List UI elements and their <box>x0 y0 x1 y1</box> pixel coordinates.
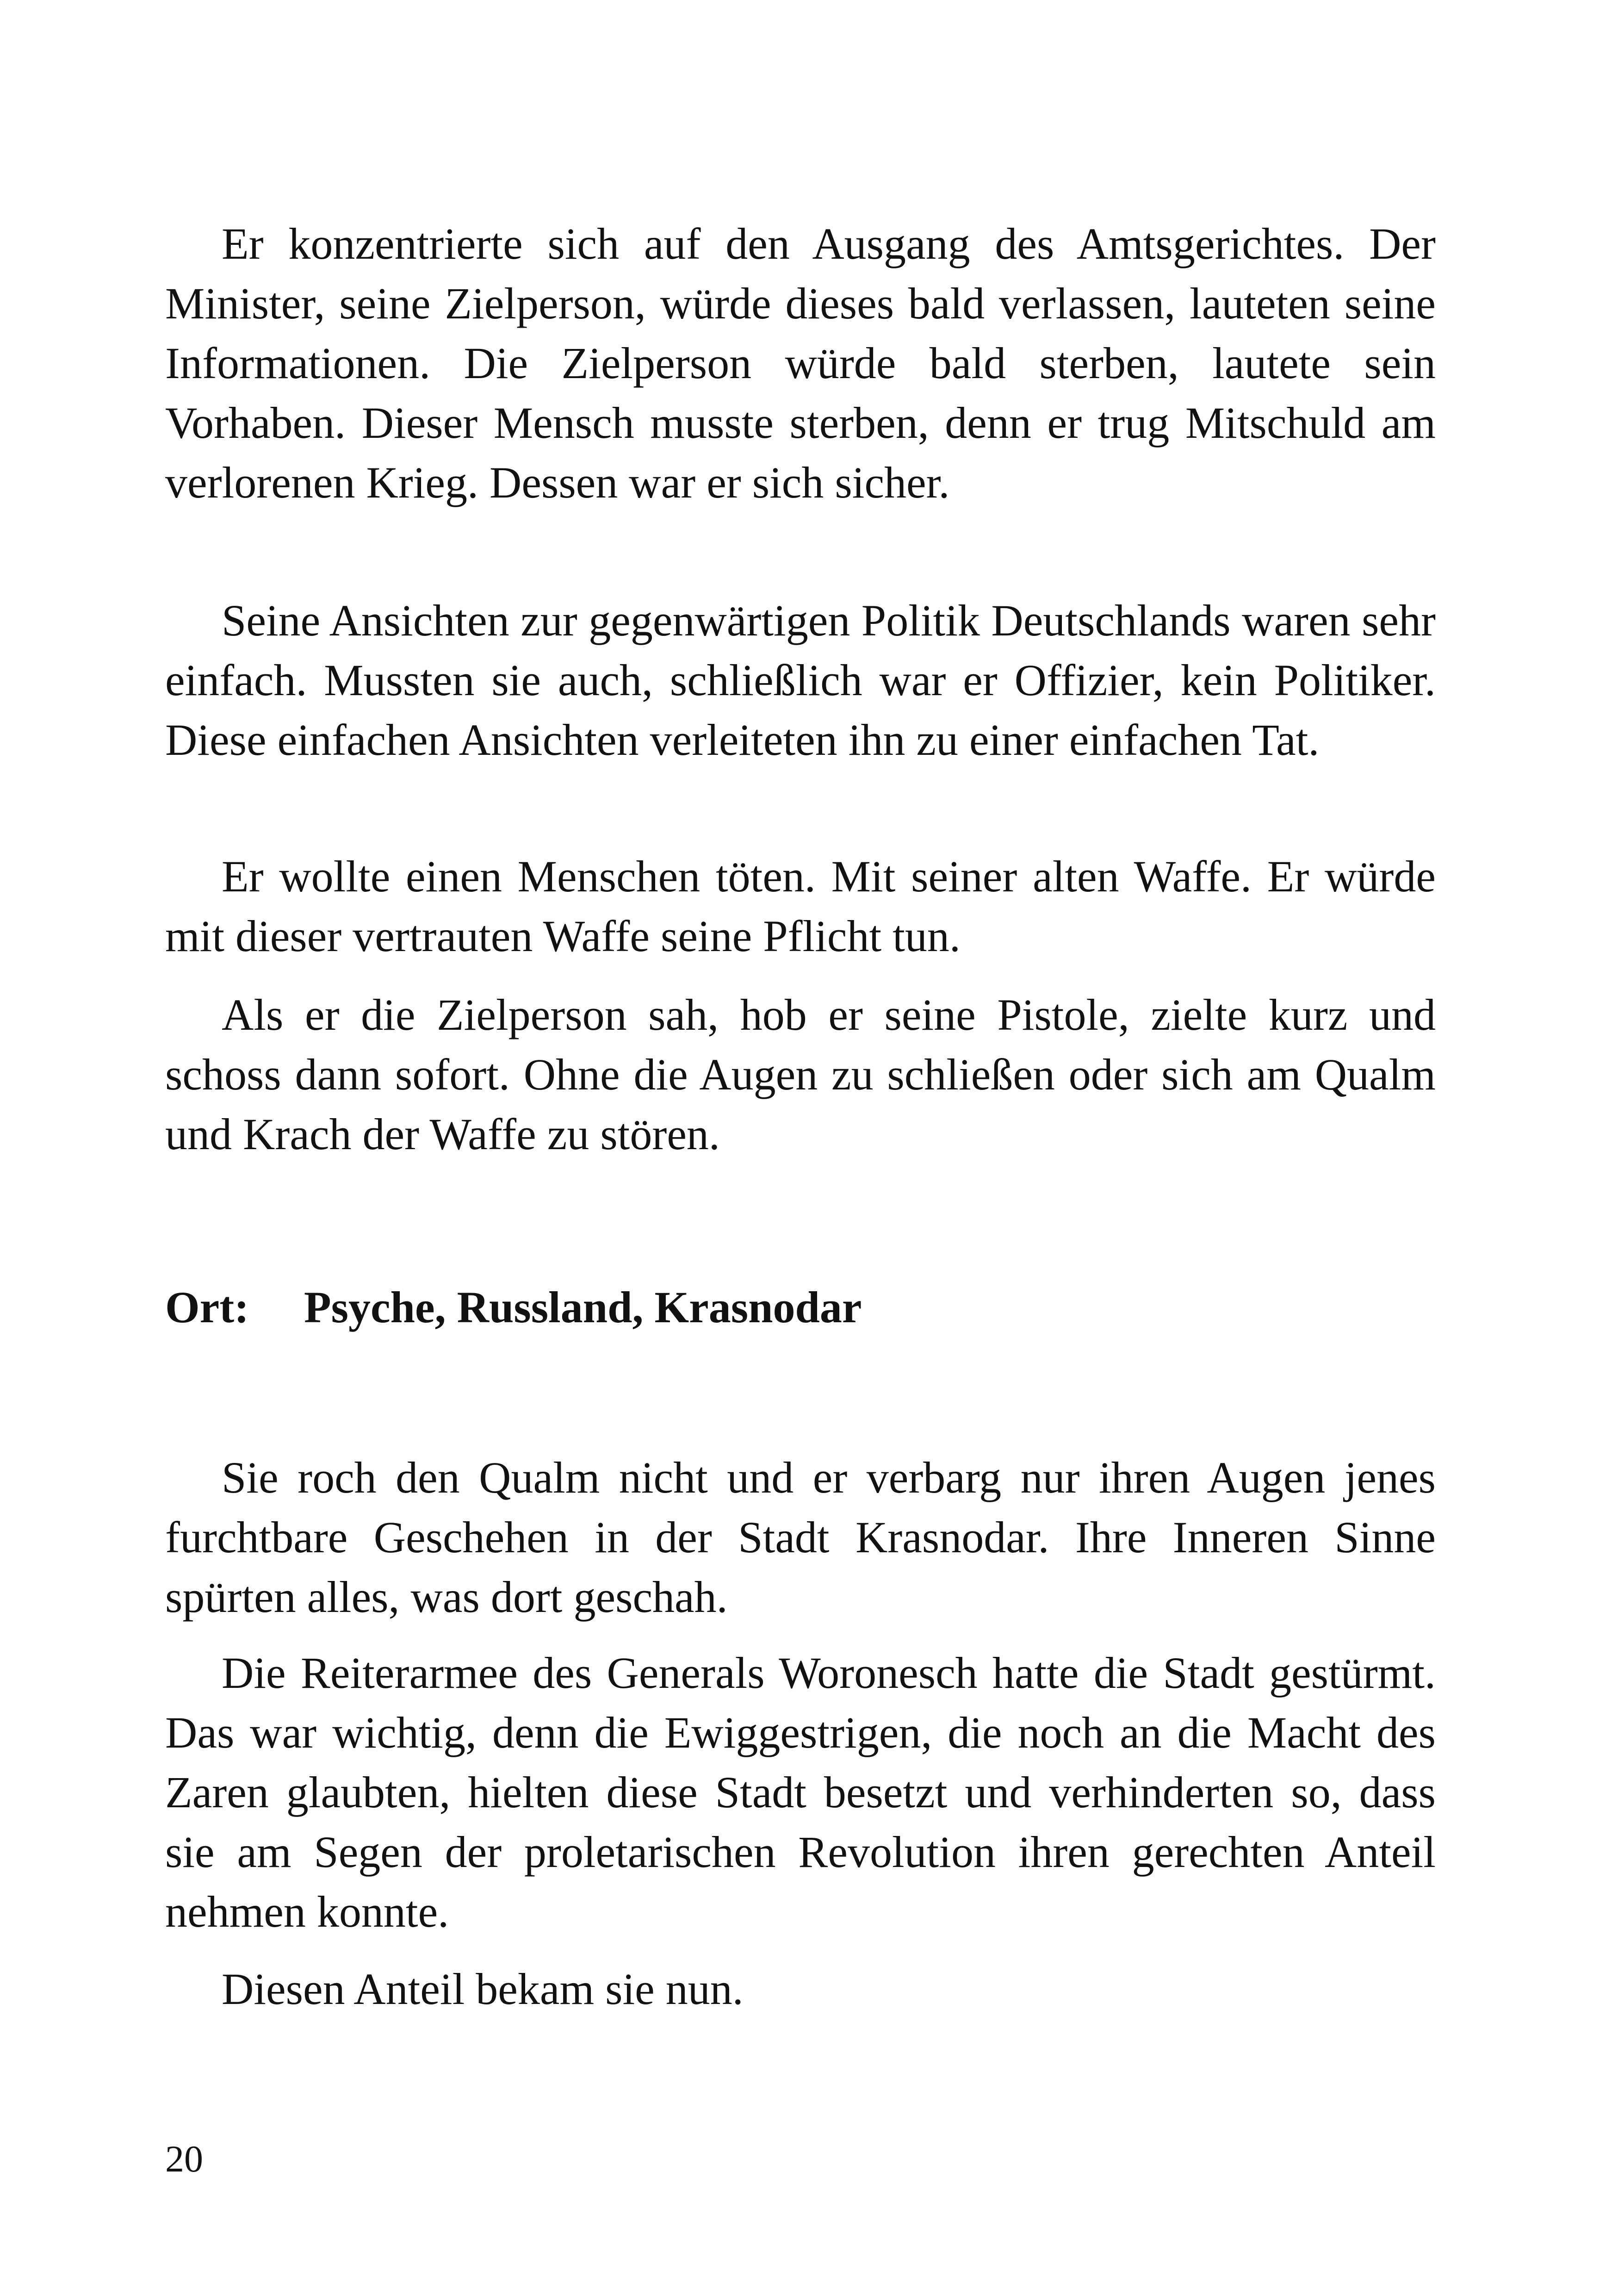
paragraph: Die Reiterarmee des Generals Woronesch hatte die Stadt gestürmt. Das war wichtig, denn die Ewiggestrigen, die noch an die Macht des Zaren glaubten, hielten diese Stadt besetzt und verhinderten so, dass sie am Segen der proletarischen Revolution ihren gerechten Anteil nehmen konnte. <box>165 1648 1436 1936</box>
paragraph: Als er die Zielperson sah, hob er seine Pistole, zielte kurz und schoss dann sofort. Ohne die Augen zu schließen oder sich am Qualm und Krach der Waffe zu stören. <box>165 990 1436 1159</box>
scene-heading-location: Psyche, Russland, Krasnodar <box>304 1282 862 1332</box>
paragraph: Diesen Anteil bekam sie nun. <box>222 1964 744 2014</box>
paragraph: Er wollte einen Menschen töten. Mit seiner alten Waffe. Er würde mit dieser vertrauten Waffe seine Pflicht tun. <box>165 852 1436 961</box>
paragraph: Er konzentrierte sich auf den Ausgang des Amtsgerichtes. Der Minister, seine Zielperson, würde dieses bald verlassen, lauteten seine Informationen. Die Zielperson würde bald sterben, lautete sein Vorhaben. Dieser Mensch musste sterben, denn er trug Mitschuld am verlorenen Krieg. Dessen war er sich sicher. <box>165 219 1436 507</box>
paragraph: Seine Ansichten zur gegenwärtigen Politik Deutschlands waren sehr einfach. Mussten sie auch, schließlich war er Offizier, kein Politiker. Diese einfachen Ansichten verleiteten ihn zu einer einfachen Tat. <box>165 596 1436 765</box>
paragraph: Sie roch den Qualm nicht und er verbarg nur ihren Augen jenes furchtbare Geschehen in der Stadt Krasnodar. Ihre Inneren Sinne spürten alles, was dort geschah. <box>165 1453 1436 1622</box>
scene-heading <box>165 1277 862 1337</box>
scene-heading-label: Ort: <box>165 1282 249 1332</box>
page-number: 20 <box>165 2138 203 2180</box>
